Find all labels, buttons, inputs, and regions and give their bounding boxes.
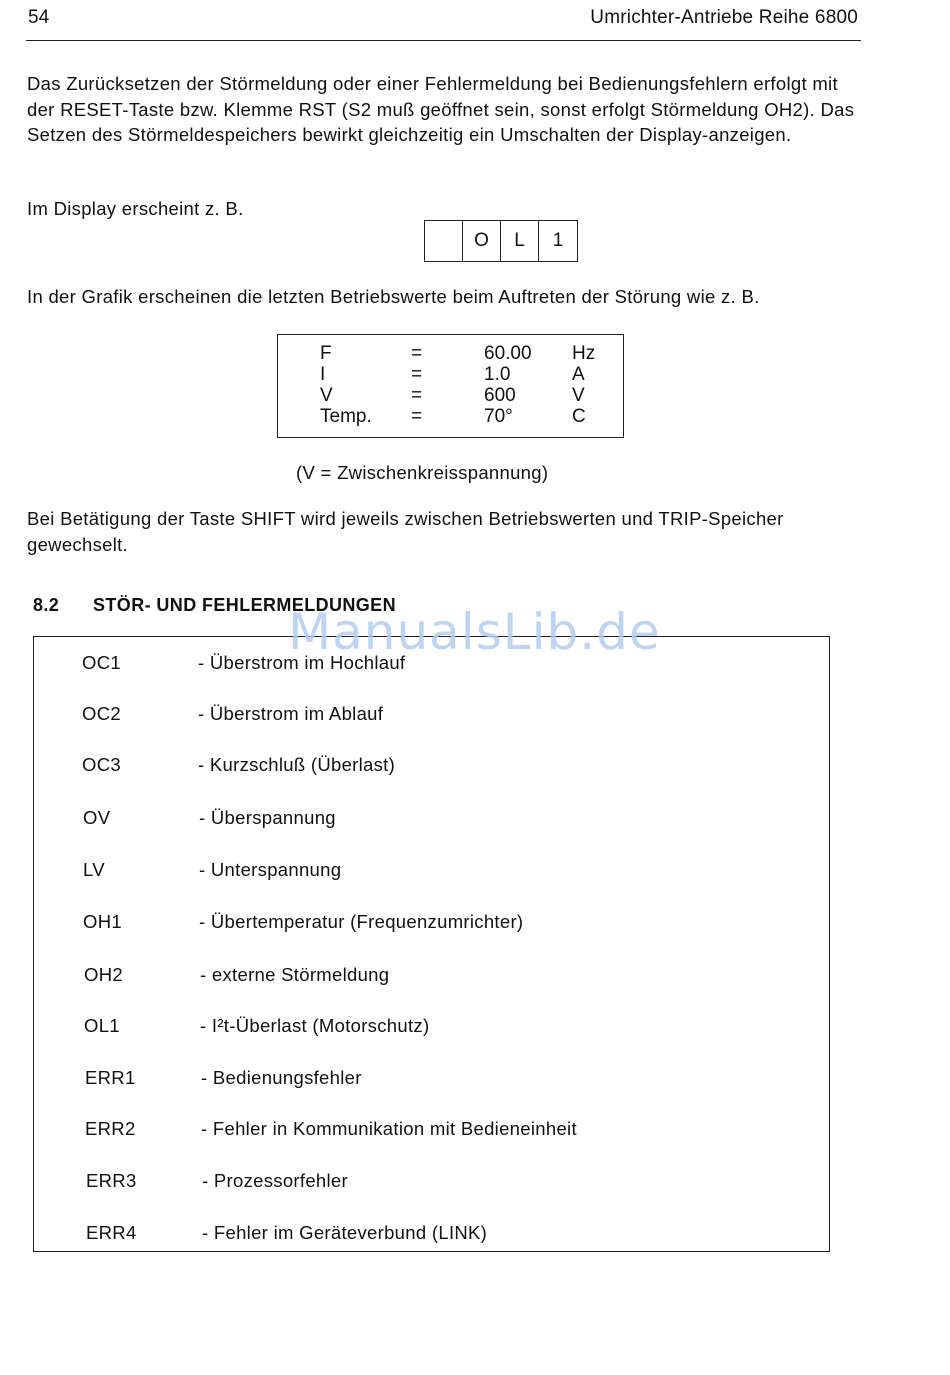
error-code: OC1 [82, 652, 121, 673]
shift-paragraph: Bei Betätigung der Taste SHIFT wird jeweils zwischen Betriebswerten und TRIP-Speicher gewechselt. [27, 508, 784, 555]
error-description: - Überstrom im Hochlauf [198, 652, 406, 673]
running-header-title: Umrichter-Antriebe Reihe 6800 [590, 7, 858, 28]
error-code: OH2 [84, 964, 123, 985]
value-number: 1.0 [484, 364, 511, 385]
value-name: Temp. [320, 406, 372, 427]
operating-values-box [277, 334, 624, 438]
display-cell [425, 221, 463, 261]
display-readout [424, 220, 578, 262]
display-intro-text: Im Display erscheint z. B. [27, 198, 244, 219]
error-code: ERR2 [85, 1118, 136, 1139]
error-code: ERR3 [86, 1170, 137, 1191]
error-description: - externe Störmeldung [200, 964, 390, 985]
watermark-logo: ManualsLib.de [288, 603, 661, 661]
error-code: OL1 [84, 1015, 120, 1036]
error-code: OC2 [82, 703, 121, 724]
display-cell: O [463, 221, 501, 261]
value-number: 70° [484, 406, 513, 427]
error-description: - Bedienungsfehler [201, 1067, 362, 1088]
error-code: LV [83, 859, 105, 880]
error-code: ERR4 [86, 1222, 137, 1243]
error-description: - Fehler im Geräteverbund (LINK) [202, 1222, 488, 1243]
error-codes-box [33, 636, 830, 1252]
error-description: - Übertemperatur (Frequenzumrichter) [199, 911, 524, 932]
value-row [278, 406, 623, 427]
voltage-note: (V = Zwischenkreisspannung) [296, 462, 549, 483]
value-unit: V [572, 385, 585, 406]
error-code: OC3 [82, 754, 121, 775]
value-name: F [320, 343, 332, 364]
value-equals: = [411, 385, 423, 406]
reset-paragraph: Das Zurücksetzen der Störmeldung oder einer Fehlermeldung bei Bedienungsfehlern erfolgt mit der RESET-Taste bzw. Klemme RST (S2 muß geöffnet sein, sonst erfolgt Störmeldung OH2). Das Setzen des Störmeldespeichers bewirkt gleichzeitig ein Umschalten der Display-anzeigen. [27, 73, 855, 145]
error-description: - Fehler in Kommunikation mit Bedieneinheit [201, 1118, 577, 1139]
value-row [278, 343, 623, 364]
error-description: - Unterspannung [199, 859, 342, 880]
value-equals: = [411, 406, 423, 427]
section-title: STÖR- UND FEHLERMELDUNGEN [93, 595, 396, 615]
display-cell: L [501, 221, 539, 261]
header-divider [26, 40, 861, 41]
graphic-intro-text: In der Grafik erscheinen die letzten Betriebswerte beim Auftreten der Störung wie z. B. [27, 286, 760, 307]
value-equals: = [411, 343, 423, 364]
value-unit: Hz [572, 343, 596, 364]
value-name: I [320, 364, 326, 385]
error-code: ERR1 [85, 1067, 136, 1088]
value-number: 60.00 [484, 343, 532, 364]
value-row [278, 364, 623, 385]
value-row [278, 385, 623, 406]
error-description: - Prozessorfehler [202, 1170, 348, 1191]
error-description: - Kurzschluß (Überlast) [198, 754, 396, 775]
error-code: OH1 [83, 911, 122, 932]
value-name: V [320, 385, 333, 406]
value-unit: A [572, 364, 585, 385]
error-description: - I²t-Überlast (Motorschutz) [200, 1015, 430, 1036]
value-equals: = [411, 364, 423, 385]
error-description: - Überspannung [199, 807, 336, 828]
value-number: 600 [484, 385, 516, 406]
value-unit: C [572, 406, 586, 427]
page-number: 54 [28, 7, 50, 28]
display-cell: 1 [552, 230, 564, 251]
section-number: 8.2 [33, 595, 60, 615]
error-description: - Überstrom im Ablauf [198, 703, 384, 724]
error-code: OV [83, 807, 111, 828]
